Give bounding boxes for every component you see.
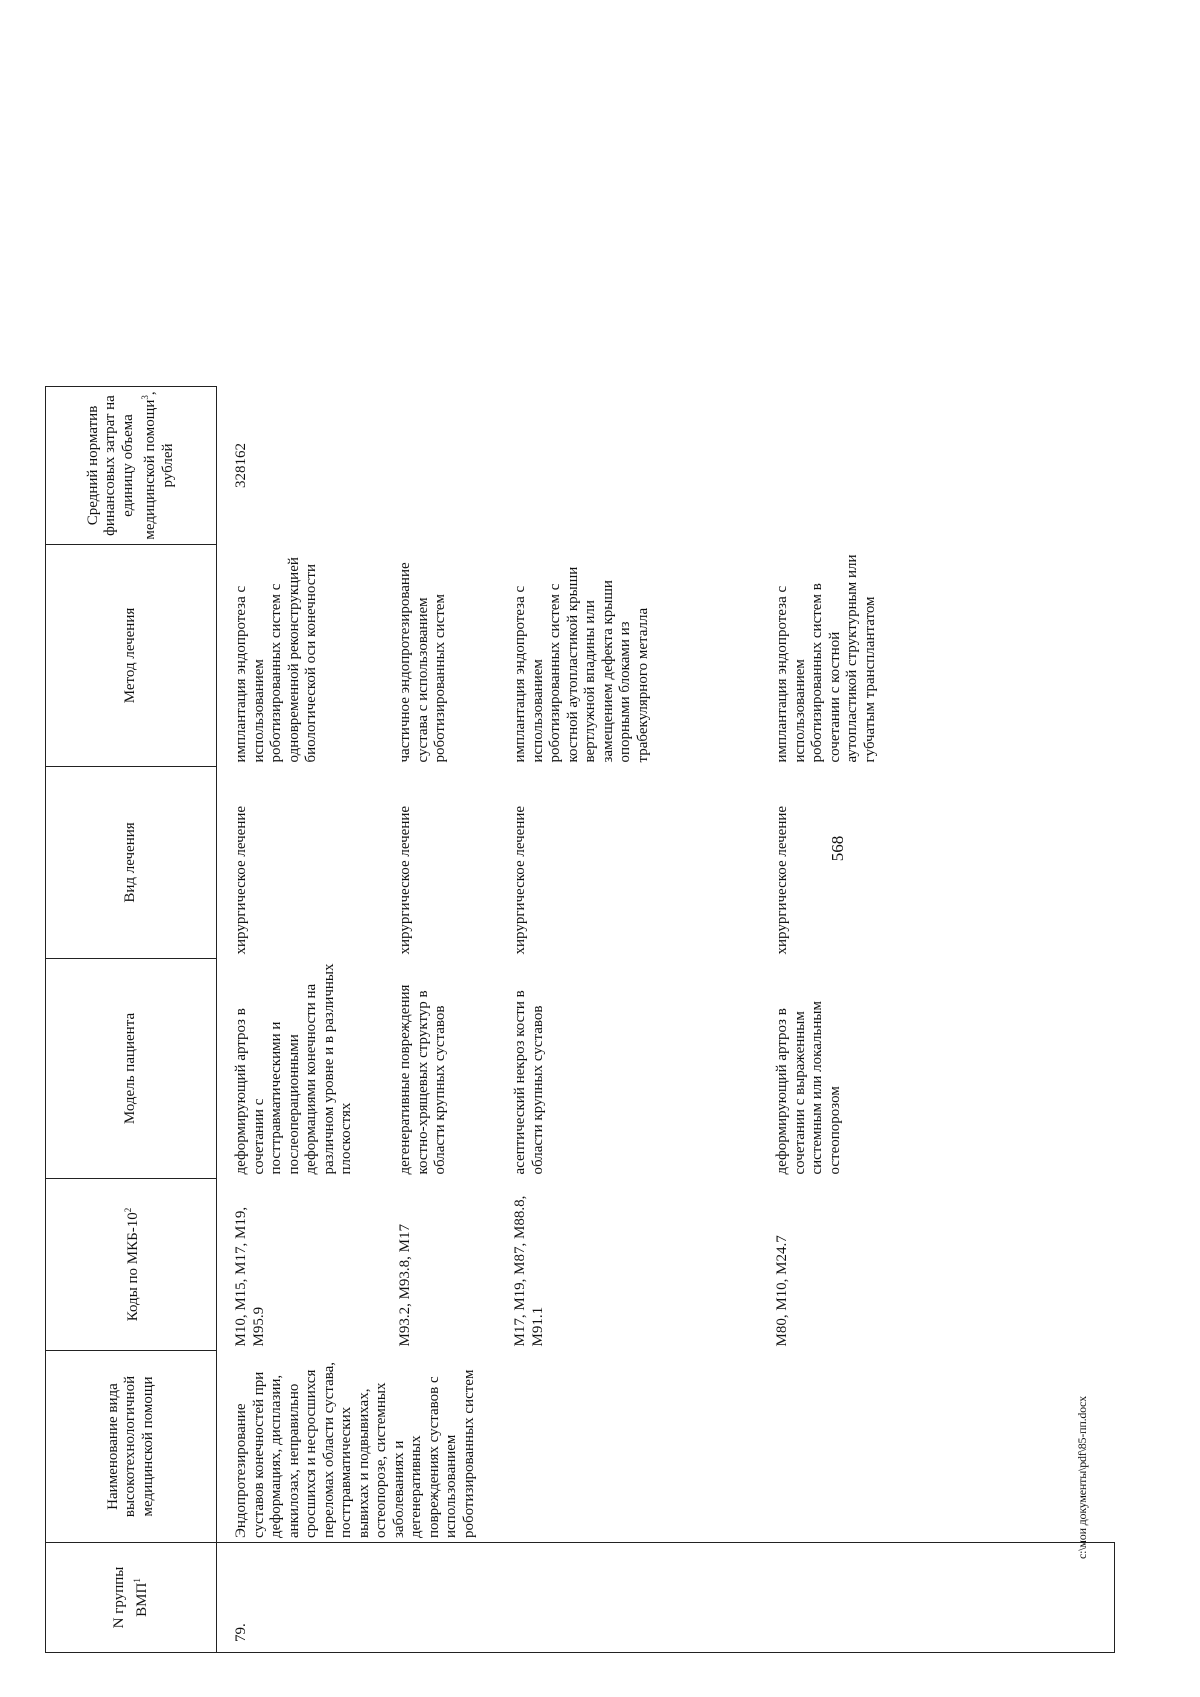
page-number: 568 [828,835,847,862]
codes-cell: M93.2, M93.8, M17 [397,1223,413,1347]
codes-cell: M17, M19, M87, M88.8, M91.1 [512,1195,546,1347]
footer-file-path: c:\мои документы\pdf\85-пп.docx [1075,1396,1089,1559]
type-cell: хирургическое лечение [233,805,249,955]
type-cell: хирургическое лечение [774,805,790,955]
header-row [46,40,217,1653]
vmp-name-cell: Эндопротезирование суставов конечностей при деформациях, дисплазии, анкилозах, неправильно сросшихся и несросшихся переломах области сустава, посттравматических вывихах и подвывихах, остеопорозе, системных заболеваниях и дегенеративных повреждениях суставов с использованием роботизированных систем [233,1361,477,1538]
header-patient-model: Модель пациента [46,959,217,1179]
type-cell: хирургическое лечение [512,805,528,955]
vmp-table [45,39,1115,1653]
model-cell: дегенеративные повреждения костно-хрящевых структур в области крупных суставов [397,984,448,1175]
header-vmp-name: Наименование вида высокотехнологичной медицинской помощи [46,1351,217,1543]
method-cell: имплантация эндопротеза с использованием роботизированных систем с костной аутопластикой крыши вертлужной впадины или замещением дефекта крыши опорными блоками из трабекулярного металла [512,566,651,763]
table-row [217,40,398,1653]
header-group-no: N группы ВМП$^1$ [46,1543,217,1653]
method-cell: частичное эндопротезирование сустава с использованием роботизированных систем [397,562,448,763]
method-cell: имплантация эндопротеза с использованием роботизированных систем с одновременной реконструкцией биологической оси конечности [233,557,319,763]
header-treatment-type: Вид лечения [46,767,217,959]
header-icd-codes: Коды по МКБ-$10^2$ [46,1179,217,1351]
group-number-cell: 79. [217,1543,1115,1653]
type-cell: хирургическое лечение [397,805,413,955]
model-cell: деформирующий артроз в сочетании с выраженным системным или локальным остеопорозом [774,1001,843,1175]
header-treatment-method: Метод лечения [46,545,217,767]
model-cell: асептический некроз кости в области крупных суставов [512,990,546,1175]
codes-cell: M80, M10, M24.7 [774,1235,790,1347]
header-spacer [46,40,217,387]
model-cell: деформирующий артроз в сочетании с посттравматическими и послеоперационными деформациями конечности на различном уровне и в различных плоскостях [233,963,354,1175]
codes-cell: M10, M15, M17, M19, M95.9 [233,1206,267,1347]
method-cell: имплантация эндопротеза с использованием роботизированных систем в сочетании с костной аутопластикой структурным или губчатым трансплантатом [774,554,878,763]
header-cost-norm: Средний норматив финансовых затрат на единицу объема медицинской помощи$^3$, рублей [46,387,217,545]
cost-cell: 328162 [233,443,249,488]
